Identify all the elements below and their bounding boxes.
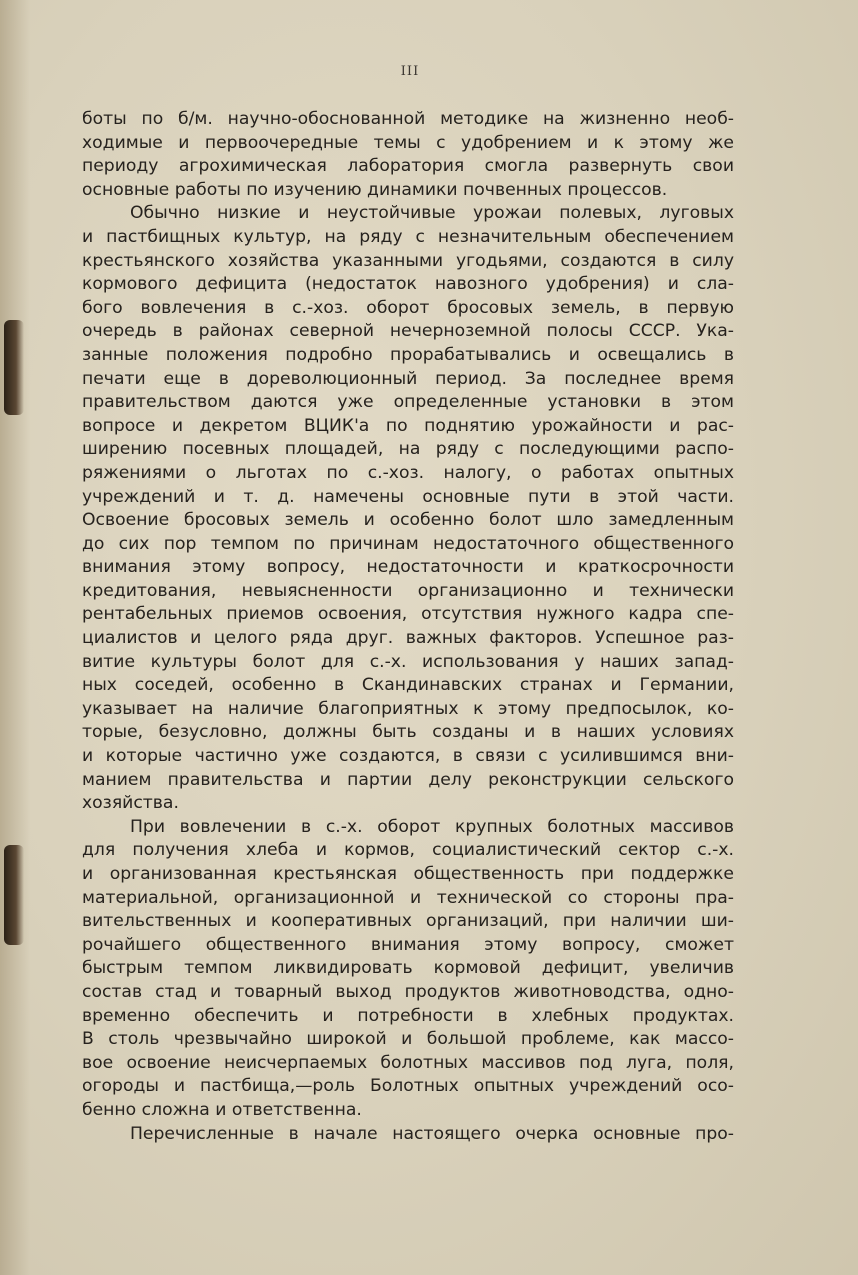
text-line: ных соседей, особенно в Скандинавских странах и Германии, (82, 675, 734, 696)
text-line: В столь чрезвычайно широкой и большой проблеме, как массо- (82, 1029, 734, 1050)
text-line: до сих пор темпом по причинам недостаточного общественного (82, 533, 734, 554)
text-line: ходимые и первоочередные темы с удобрением и к этому же (82, 132, 734, 153)
text-line: торые, безусловно, должны быть созданы и в наших условиях (82, 722, 734, 743)
text-line: учреждений и т. д. намечены основные пути в этой части. (82, 486, 734, 507)
text-line: и организованная крестьянская общественность при поддержке (82, 864, 734, 884)
text-line: Освоение бросовых земель и особенно болот шло замедленным (82, 510, 734, 531)
text-line: периоду агрохимическая лаборатория смогла развернуть свои (82, 156, 734, 177)
text-line: очередь в районах северной нечерноземной полосы СССР. Ука- (82, 321, 734, 342)
text-line: и пастбищных культур, на ряду с незначительным обеспечением (82, 226, 734, 247)
text-line: рочайшего общественного внимания этому вопросу, сможет (82, 934, 734, 955)
text-line: вительственных и кооперативных организаций, при наличии ши- (82, 911, 734, 932)
text-line: бенно сложна и ответственна. (82, 1099, 362, 1120)
text-line: циалистов и целого ряда друг. важных факторов. Успешное раз- (82, 628, 734, 649)
text-line: внимания этому вопросу, недостаточности и краткосрочности (82, 557, 734, 578)
text-line: рентабельных приемов освоения, отсутствия нужного кадра спе- (82, 604, 734, 625)
text-line: Перечисленные в начале настоящего очерка основные про- (130, 1123, 734, 1144)
text-line: хозяйства. (82, 793, 179, 814)
text-line: временно обеспечить и потребности в хлебных продуктах. (82, 1005, 734, 1026)
text-line: кормового дефицита (недостаток навозного удобрения) и сла- (82, 274, 734, 295)
text-line: занные положения подробно прорабатывались и освещались в (82, 344, 734, 365)
paragraph (82, 202, 734, 815)
text-line: огороды и пастбища,—роль Болотных опытных учреждений осо- (82, 1076, 734, 1097)
text-line: крестьянского хозяйства указанными угодьями, создаются в силу (82, 250, 734, 271)
page-edge-shadow (0, 0, 30, 1275)
text-line: вопросе и декретом ВЦИК'а по поднятию урожайности и рас- (82, 415, 734, 436)
paragraph (82, 1123, 734, 1147)
binding-stain-top (4, 320, 24, 415)
text-line: указывает на наличие благоприятных к этому предпосылок, ко- (82, 698, 734, 719)
text-line: боты по б/м. научно-обоснованной методике на жизненно необ- (82, 109, 734, 129)
paragraph (82, 816, 734, 1123)
text-line: витие культуры болот для с.-х. использования у наших запад- (82, 651, 734, 672)
text-line: правительством даются уже определенные установки в этом (82, 392, 734, 413)
text-line: основные работы по изучению динамики почвенных процессов. (82, 179, 668, 200)
page-number: III (400, 64, 420, 79)
text-line: манием правительства и партии делу реконструкции сельского (82, 769, 734, 790)
binding-stain-bottom (4, 845, 24, 945)
text-line: ширению посевных площадей, на ряду с последующими распо- (82, 439, 734, 460)
paragraph (82, 108, 734, 202)
text-line: и которые частично уже создаются, в связи с усилившимся вни- (82, 746, 734, 767)
text-line: ряжениями о льготах по с.-хоз. налогу, о работах опытных (82, 462, 734, 483)
body-text (82, 108, 734, 1146)
text-line: материальной, организационной и технической со стороны пра- (82, 887, 734, 908)
text-line: При вовлечении в с.-х. оборот крупных болотных массивов (130, 816, 734, 837)
text-line: Обычно низкие и неустойчивые урожаи полевых, луговых (130, 203, 734, 224)
text-line: печати еще в дореволюционный период. За последнее время (82, 368, 734, 389)
text-line: кредитования, невыясненности организационно и технически (82, 580, 734, 601)
text-line: состав стад и товарный выход продуктов животноводства, одно- (82, 981, 734, 1002)
text-line: для получения хлеба и кормов, социалистический сектор с.-х. (82, 840, 734, 861)
text-line: бого вовлечения в с.-хоз. оборот бросовых земель, в первую (82, 297, 734, 318)
text-line: быстрым темпом ликвидировать кормовой дефицит, увеличив (82, 958, 734, 979)
text-line: вое освоение неисчерпаемых болотных массивов под луга, поля, (82, 1052, 734, 1073)
